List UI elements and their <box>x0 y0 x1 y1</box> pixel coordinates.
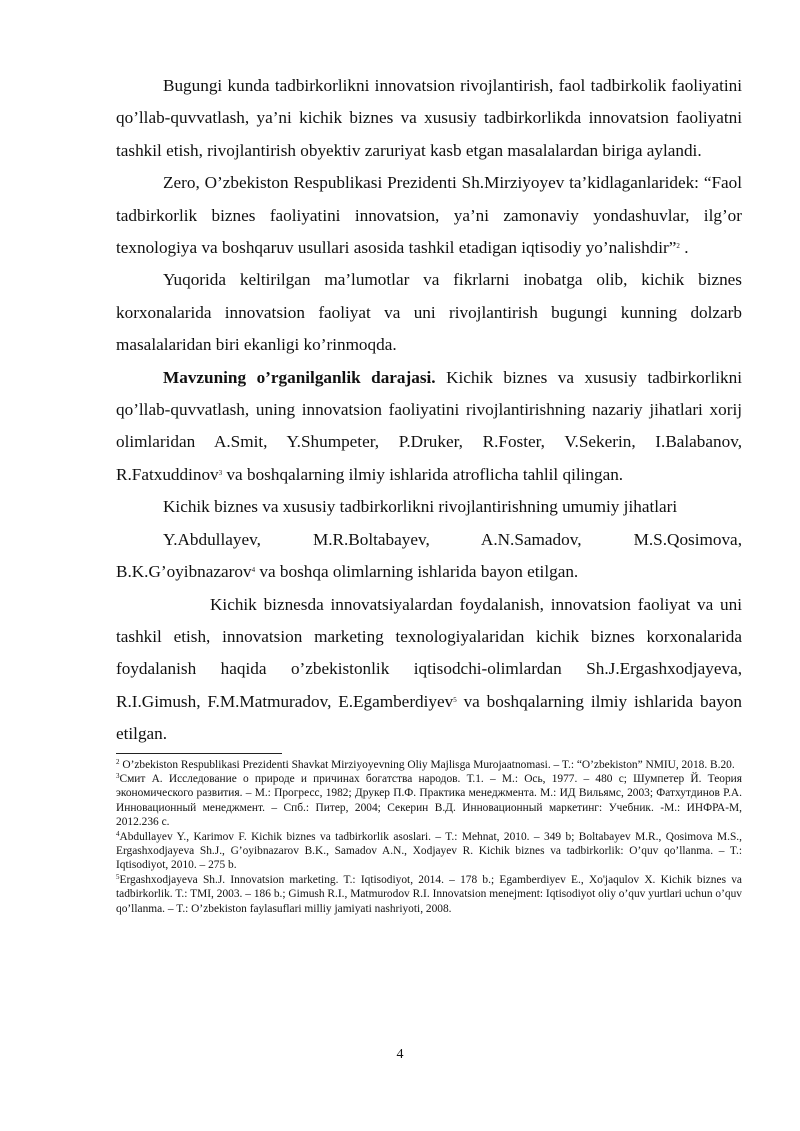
footnote-separator <box>116 753 282 754</box>
footnote-3: $^3$Смит А. Исследование о природе и причинах богатства народов. Т.1. – М.: Ось, 1977. – 480 с; Шумпетер Й. Теория экономического развития. – М.: Прогресс, 1982; Друкер П.Ф. Практика менеджмента. М.: ИД Вильямс, 2003; Фатхутдинов Р.А. Инновационный менеджмент. – Спб.: Питер, 2004; Секерин В.Д. Инновационный маркетинг: Учебник. -М.: ИНФРА-М, 2012.236 с. <box>116 771 742 829</box>
paragraph-innovation-marketing: Kichik biznesda innovatsiyalardan foydalanish, innovatsion faoliyat va uni tashkil etish, innovatsion marketing texnologiyalaridan kichik biznes korxonalarida foydalanish haqida o’zbekistonlik iqtisodchi-olimlardan Sh.J.Ergashxodjayeva, R.I.Gimush, F.M.Matmuradov, E.Egamberdiyev$^5$ va boshqalarning ilmiy ishlarida bayon etilgan. <box>116 594 742 744</box>
footnote-4: $^4$Abdullayev Y., Karimov F. Kichik biznes va tadbirkorlik asoslari. – T.: Mehnat, 2010. – 349 b; Boltabayev M.R., Qosimova M.S., Ergashxodjayeva Sh.J., G’oyibnazarov B.K., Samadov A.N., Xodjayev R. Kichik biznes va tadbirkorlik: O’quv qo’llanma. – T.: Iqtisodiyot, 2010. – 275 b. <box>116 829 742 872</box>
footnotes <box>116 758 742 916</box>
document-body <box>116 70 742 916</box>
footnote-2: $^2$ O’zbekiston Respublikasi Prezidenti Shavkat Mirziyoyevning Oliy Majlisga Murojaatnomasi. – T.: “O’zbekiston” NMIU, 2018. B.20. <box>116 757 735 771</box>
footnote-ref-3: 3 <box>218 468 223 477</box>
paragraph-authors-line1: Y.Abdullayev, M.R.Boltabayev, A.N.Samadov, M.S.Qosimova, <box>163 529 742 549</box>
section-heading: Mavzuning o’rganilganlik darajasi. <box>163 367 436 387</box>
paragraph-relevance: Yuqorida keltirilgan ma’lumotlar va fikrlarni inobatga olib, kichik biznes korxonalarida innovatsion faoliyat va uni rivojlantirish bugungi kunning dolzarb masalalaridan biri ekanligi ko’rinmoqda. <box>116 270 742 355</box>
footnote-ref-4: 4 <box>251 566 256 575</box>
page-number: 4 <box>396 1047 404 1062</box>
paragraph-president-quote: Zero, O’zbekiston Respublikasi Prezidenti Sh.Mirziyoyev ta’kidlaganlaridek: “Faol tadbirkorlik biznes faoliyatini innovatsion, ya’ni zamonaviy yondashuvlar, ilg’or texnologiya va boshqaruv usullari asosida tashkil etadigan iqtisodiy yo’nalishdir”$^2$ . <box>116 173 742 258</box>
paragraph-intro: Bugungi kunda tadbirkorlikni innovatsion rivojlantirish, faol tadbirkolik faoliyatini qo’llab-quvvatlash, ya’ni kichik biznes va xususiy tadbirkorlikda innovatsion faoliyatni tashkil etish, rivojlantirish obyektiv zaruriyat kasb etgan masalalardan biriga aylandi. <box>116 76 742 160</box>
footnote-5: $^5$Ergashxodjayeva Sh.J. Innovatsion marketing. T.: Iqtisodiyot, 2014. – 178 b.; Egamberdiyev E., Xo'jaqulov X. Kichik biznes va tadbirkorlik. T.: TMI, 2003. – 186 b.; Gimush R.I., Matmurodov R.I. Innovatsion menejment: Iqtisodiyot oliy o’quv yurtlari uchun o’quv qo’llanma. – T.: O’zbekiston faylasuflari milliy jamiyati nashriyoti, 2008. <box>116 872 742 915</box>
paragraph-authors-line2: B.K.G’oyibnazarov$^4$ va boshqa olimlarning ishlarida bayon etilgan. <box>116 562 579 582</box>
paragraph-study-degree: Mavzuning o’rganilganlik darajasi. Kichik biznes va xususiy tadbirkorlikni qo’llab-quvvatlash, uning innovatsion faoliyatini rivojlantirishning nazariy jihatlari xorij olimlaridan A.Smit, Y.Shumpeter, P.Druker, R.Foster, V.Sekerin, I.Balabanov, R.Fatxuddinov$^3$ va boshqalarning ilmiy ishlarida atroflicha tahlil qilingan. <box>116 367 742 484</box>
paragraph-general-aspects: Kichik biznes va xususiy tadbirkorlikni rivojlantirishning umumiy jihatlari <box>163 497 678 517</box>
footnote-ref-2: 2 <box>676 242 680 251</box>
footnote-ref-5: 5 <box>453 695 457 704</box>
